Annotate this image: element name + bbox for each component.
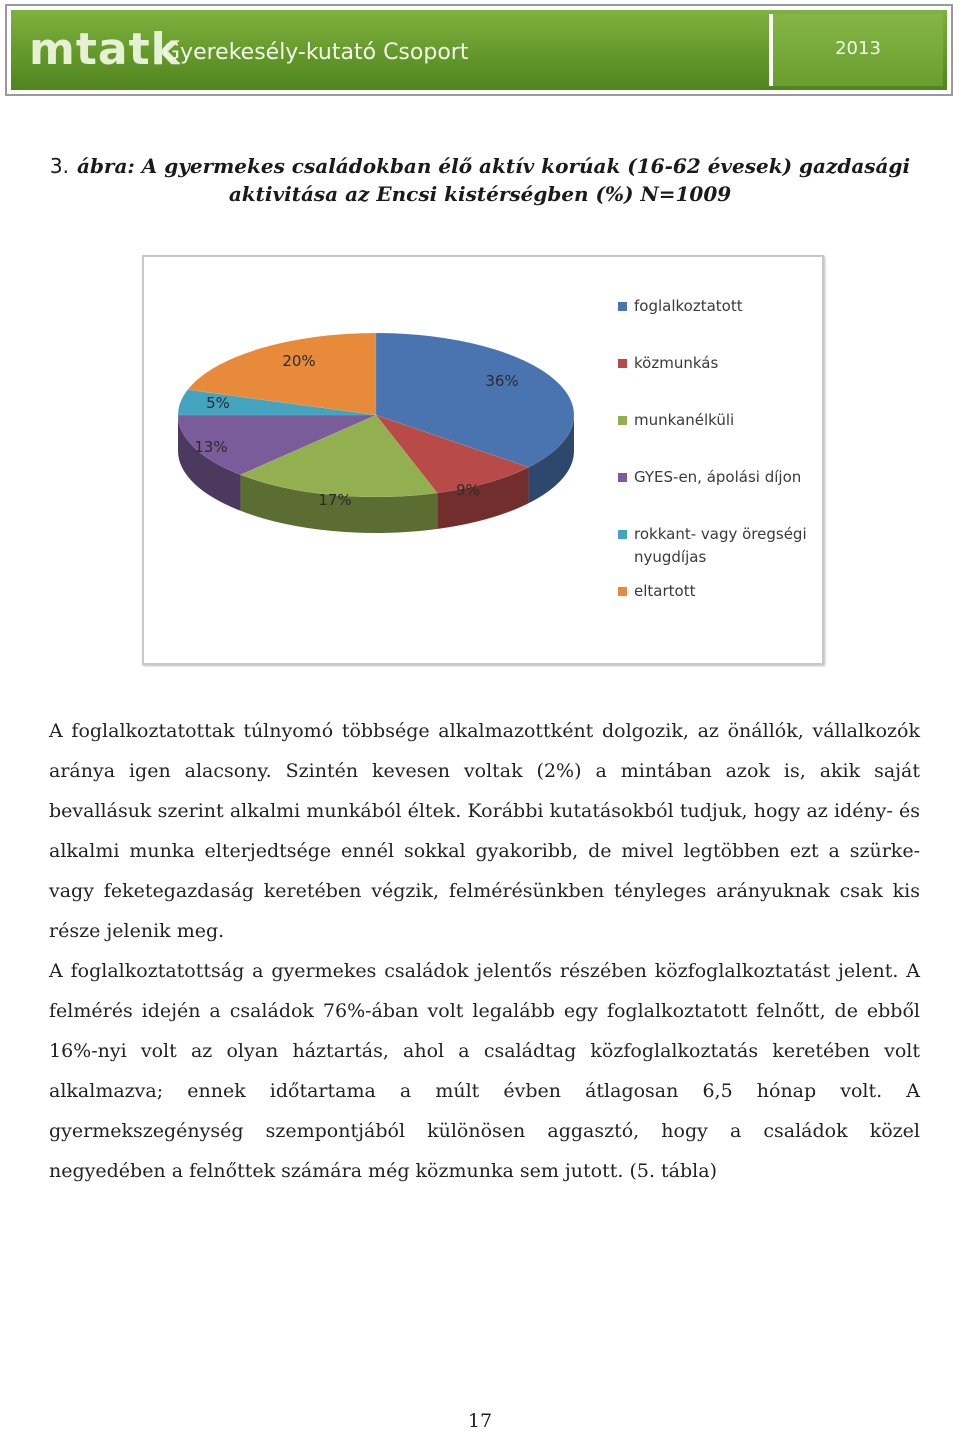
body-paragraph-1: A foglalkoztatottak túlnyomó többsége alkalmazottként dolgozik, az önállók, vállalkozók aránya igen alacsony. Szintén kevesen voltak (2%) a mintában azok is, akik saját bevallásuk szerint alkalmi munkából éltek. Korábbi kutatásokból tudjuk, hogy az idény- és alkalmi munka elterjedtsége ennél sokkal gyakoribb, de mivel legtöbben ezt a szürke- vagy feketegazdaság keretében végzik, felmérésünkben tényleges arányuknak csak kis része jelenik meg.	[49, 720, 920, 942]
pie-tops	[178, 333, 574, 497]
body-paragraph-2: A foglalkoztatottság a gyermekes családok jelentős részében közfoglalkoztatást jelent. A felmérés idején a családok 76%-ában volt legalább egy foglalkoztatott felnőtt, de ebből 16%-nyi volt az olyan háztartás, ahol a családtag közfoglalkoztatás keretében volt alkalmazva; ennek időtartama a múlt évben átlagosan 6,5 hónap volt. A gyermekszegénység szempontjából különösen aggasztó, hogy a családok közel negyedében a felnőttek számára még közmunka sem jutott. (5. tábla)	[49, 960, 920, 1182]
legend-swatch	[618, 473, 627, 482]
figure-number: 3.	[49, 154, 69, 178]
legend-label: eltartott	[634, 582, 696, 600]
legend-swatch	[618, 530, 627, 539]
group-name: Gyerekesély-kutató Csoport	[163, 40, 469, 65]
data-label-0: 36%	[485, 372, 519, 390]
figure-title: ábra: A gyermekes családokban élő aktív korúak (16-62 évesek) gazdasági aktivitása az Encsi kistérségben (%) N=1009	[76, 154, 911, 206]
year-label: 2013	[835, 38, 881, 59]
legend-label: munkanélküli	[634, 411, 735, 429]
legend-swatch	[618, 587, 627, 596]
legend-label: közmunkás	[634, 354, 719, 372]
legend-swatch	[618, 416, 627, 425]
year-box	[769, 14, 943, 86]
mtatk-logo: mtatk	[29, 24, 181, 75]
header-banner	[5, 4, 953, 96]
legend-label: GYES-en, ápolási díjon	[634, 468, 802, 486]
banner-background	[11, 10, 947, 90]
legend-swatch	[618, 359, 627, 368]
chart-frame	[142, 255, 824, 665]
data-label-1: 9%	[456, 481, 480, 499]
data-label-3: 13%	[194, 438, 228, 456]
page-number: 17	[467, 1410, 493, 1432]
legend-label: foglalkoztatott	[634, 297, 743, 315]
data-label-4: 5%	[206, 394, 230, 412]
legend-label: rokkant- vagy öregségi nyugdíjas	[634, 525, 807, 566]
data-label-2: 17%	[318, 491, 352, 509]
legend-swatch	[618, 302, 627, 311]
figure-caption	[40, 152, 920, 208]
data-label-5: 20%	[282, 352, 316, 370]
